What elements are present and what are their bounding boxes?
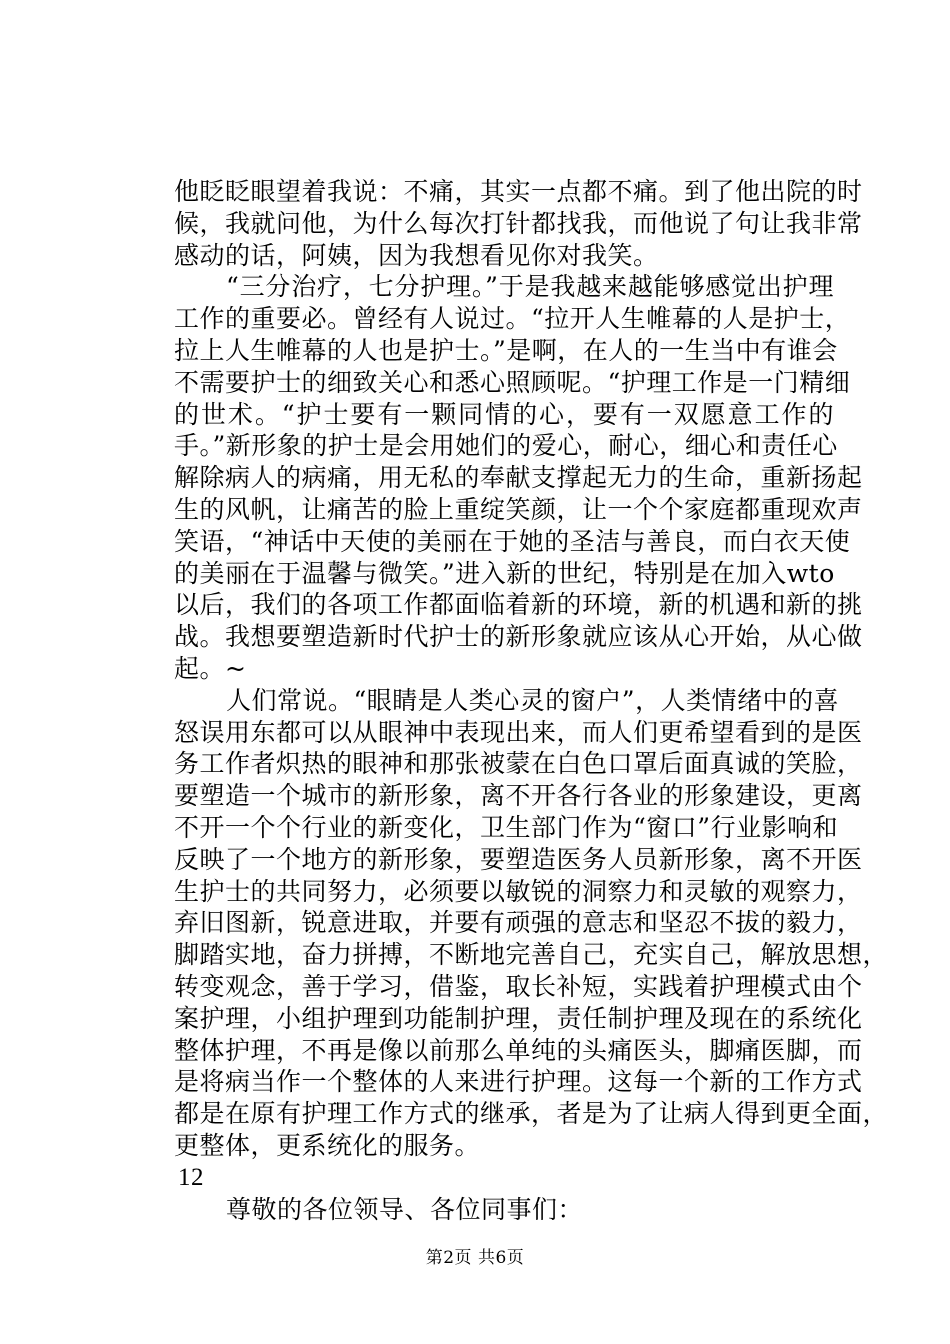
- text-line: 的世术。“护士要有一颗同情的心，要有一双愿意工作的: [174, 399, 834, 429]
- salutation-text: 尊敬的各位领导、各位同事们：: [226, 1194, 584, 1224]
- text-line: 转变观念，善于学习，借鉴，取长补短，实践着护理模式由个: [174, 971, 863, 1001]
- text-line: 人们常说。“眼睛是人类心灵的窗户”，人类情绪中的喜: [226, 685, 840, 715]
- text-line: 解除病人的病痛，用无私的奉献支撑起无力的生命，重新扬起: [174, 463, 863, 493]
- section-number-text: 12: [178, 1163, 204, 1191]
- text-line: 是将病当作一个整体的人来进行护理。这每一个新的工作方式: [174, 1067, 863, 1097]
- text-line: 更整体，更系统化的服务。: [174, 1130, 481, 1160]
- text-line: 反映了一个地方的新形象，要塑造医务人员新形象，离不开医: [174, 844, 863, 874]
- salutation: [174, 1194, 834, 1226]
- text-line: 务工作者炽热的眼神和那张被蒙在白色口罩后面真诚的笑脸，: [174, 749, 863, 779]
- text-line: 笑语，“神话中天使的美丽在于她的圣洁与善良，而白衣天使: [174, 526, 851, 556]
- text-line: 弃旧图新，锐意进取，并要有顽强的意志和坚忍不拔的毅力，: [174, 908, 863, 938]
- text-line: 以后，我们的各项工作都面临着新的环境，新的机遇和新的挑: [174, 590, 863, 620]
- text-line: 不需要护士的细致关心和悉心照顾呢。“护理工作是一门精细: [174, 367, 851, 397]
- text-line: “三分治疗，七分护理。”于是我越来越能够感觉出护理: [226, 272, 834, 302]
- text-line: 要塑造一个城市的新形象，离不开各行各业的形象建设，更离: [174, 781, 863, 811]
- text-line: 案护理，小组护理到功能制护理，责任制护理及现在的系统化: [174, 1003, 863, 1033]
- text-line: 他眨眨眼望着我说：不痛，其实一点都不痛。到了他出院的时: [174, 177, 863, 206]
- text-line: 脚踏实地，奋力拼搏，不断地完善自己，充实自己，解放思想，: [174, 940, 889, 970]
- page-number-label: 第2页 共6页: [425, 1248, 525, 1268]
- text-line: 工作的重要必。曾经有人说过。“拉开人生帷幕的人是护士，: [174, 304, 851, 334]
- paragraph-3: [174, 685, 889, 1162]
- text-line: 手。”新形象的护士是会用她们的爱心，耐心，细心和责任心: [174, 431, 838, 461]
- text-line: 生护士的共同努力，必须要以敏锐的洞察力和灵敏的观察力，: [174, 876, 863, 906]
- text-line: 感动的话，阿姨，因为我想看见你对我笑。: [174, 240, 659, 270]
- paragraph-1: [174, 176, 863, 271]
- text-line: 起。~: [174, 653, 247, 683]
- document-body: [174, 176, 889, 1225]
- text-line: 的美丽在于温馨与微笑。”进入新的世纪，特别是在加入wto: [174, 558, 835, 588]
- text-line: 拉上人生帷幕的人也是护士。”是啊，在人的一生当中有谁会: [174, 335, 838, 365]
- section-number: [174, 1162, 834, 1194]
- text-line: 怒误用东都可以从眼神中表现出来，而人们更希望看到的是医: [174, 717, 863, 747]
- text-line: 不开一个个行业的新变化，卫生部门作为“窗口”行业影响和: [174, 812, 839, 842]
- page-footer: [0, 1243, 950, 1268]
- text-line: 都是在原有护理工作方式的继承，者是为了让病人得到更全面，: [174, 1099, 889, 1129]
- text-line: 战。我想要塑造新时代护士的新形象就应该从心开始，从心做: [174, 622, 863, 652]
- text-line: 整体护理，不再是像以前那么单纯的头痛医头，脚痛医脚，而: [174, 1035, 863, 1065]
- text-line: 候，我就问他，为什么每次打针都找我，而他说了句让我非常: [174, 208, 863, 238]
- paragraph-2: [174, 271, 863, 684]
- text-line: 生的风帆，让痛苦的脸上重绽笑颜，让一个个家庭都重现欢声: [174, 494, 863, 524]
